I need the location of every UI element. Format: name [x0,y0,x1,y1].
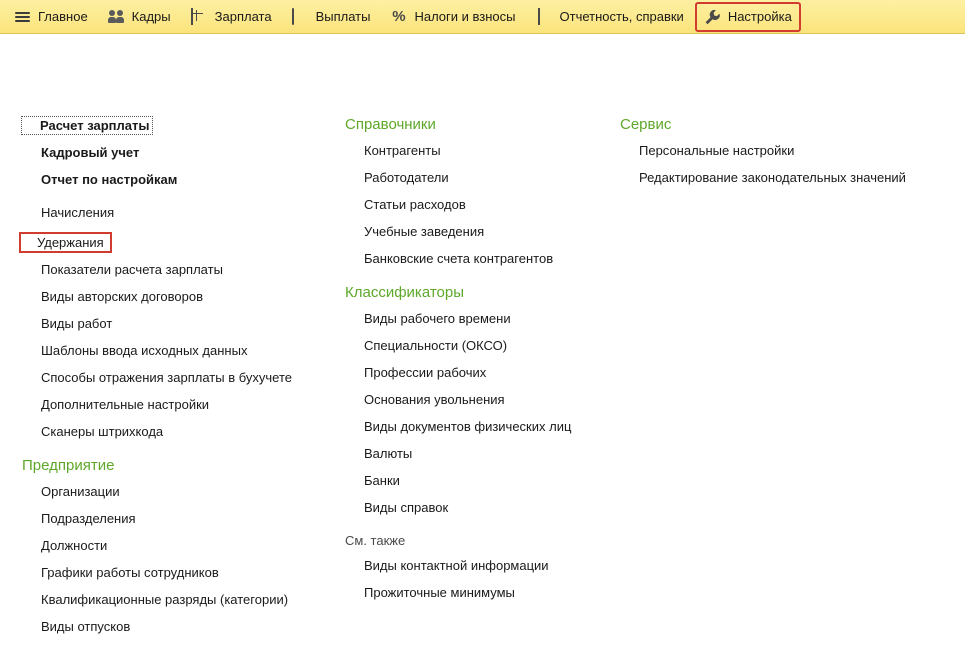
link-uchebnye-zavedeniya[interactable]: Учебные заведения [364,224,485,239]
group-title-servis: Сервис [620,116,672,133]
link-raschet-zarplaty[interactable]: Расчет зарплаты [21,116,153,135]
link-valyuty[interactable]: Валюты [364,446,413,461]
link-kadrovyy-uchet[interactable]: Кадровый учет [41,145,140,160]
link-grafiki-raboty-sotrudnikov[interactable]: Графики работы сотрудников [41,565,219,580]
menu-item-label: Зарплата [214,9,272,24]
link-dopolnitelnye-nastroyki[interactable]: Дополнительные настройки [41,397,210,412]
link-uderzhaniya[interactable]: Удержания [19,232,112,253]
group-sm-takzhe [345,533,610,600]
hamburger-icon [14,9,31,25]
menu-item-otchetnost[interactable] [527,4,693,30]
group-title-spravochniki: Справочники [345,116,436,133]
link-otchet-po-nastroykam[interactable]: Отчет по настройкам [41,172,178,187]
grid-icon [191,9,208,25]
group-title-sm-takzhe: См. также [345,533,406,548]
group-predpriyatie [22,457,332,634]
link-specialnosti-okso[interactable]: Специальности (ОКСО) [364,338,508,353]
link-professii-rabochih[interactable]: Профессии рабочих [364,365,487,380]
link-vidy-spravok[interactable]: Виды справок [364,500,449,515]
link-stati-rashodov[interactable]: Статьи расходов [364,197,466,212]
link-pokazateli-rascheta-zarplaty[interactable]: Показатели расчета зарплаты [41,262,223,277]
menu-item-kadry[interactable] [99,4,180,30]
link-vidy-avtorskih-dogovorov[interactable]: Виды авторских договоров [41,289,204,304]
main-menu-bar [0,0,965,34]
group-top-links [22,116,332,187]
group-title-klassifikatory: Классификаторы [345,284,465,301]
link-kvalifikacionnye-razryady[interactable]: Квалификационные разряды (категории) [41,592,289,607]
menu-item-label: Настройка [727,9,792,24]
link-vidy-rabochego-vremeni[interactable]: Виды рабочего времени [364,311,511,326]
menu-item-label: Главное [38,9,88,24]
link-dolzhnosti[interactable]: Должности [41,538,108,553]
link-vidy-rabot[interactable]: Виды работ [41,316,113,331]
column-right [620,116,950,197]
link-rabotodateli[interactable]: Работодатели [364,170,449,185]
link-personalnye-nastroyki[interactable]: Персональные настройки [639,143,795,158]
link-prozhitochnye-minimumy[interactable]: Прожиточные минимумы [364,585,515,600]
menu-item-glavnoe[interactable] [5,4,97,30]
link-osnovaniya-uvolneniya[interactable]: Основания увольнения [364,392,505,407]
link-vidy-kontaktnoy-informacii[interactable]: Виды контактной информации [364,558,549,573]
menu-item-label: Кадры [131,9,171,24]
column-left [22,116,332,646]
link-nachisleniya[interactable]: Начисления [41,205,115,220]
group-klassifikatory [345,284,610,515]
link-sposoby-otrazheniya-zarplaty[interactable]: Способы отражения зарплаты в бухучете [41,370,292,385]
group-spravochniki [345,116,610,266]
card-icon [292,9,309,25]
column-middle [345,116,610,612]
document-icon [536,9,553,25]
menu-item-zarplata[interactable] [182,4,281,30]
group-settings-links [22,205,332,439]
group-title-predpriyatie: Предприятие [22,457,115,474]
link-banki[interactable]: Банки [364,473,400,488]
wrench-icon [704,9,721,25]
link-bankovskie-scheta-kontragentov[interactable]: Банковские счета контрагентов [364,251,554,266]
link-organizacii[interactable]: Организации [41,484,120,499]
link-skanery-shtrihkoda[interactable]: Сканеры штрихкода [41,424,164,439]
menu-item-nalogi[interactable] [381,4,524,30]
people-icon [108,9,125,25]
menu-item-vyplaty[interactable] [283,4,380,30]
menu-item-nastroyka[interactable] [695,2,801,32]
link-podrazdeleniya[interactable]: Подразделения [41,511,136,526]
link-shablony-vvoda-ishodnyh-dannyh[interactable]: Шаблоны ввода исходных данных [41,343,248,358]
menu-item-label: Отчетность, справки [559,9,684,24]
link-kontragenty[interactable]: Контрагенты [364,143,441,158]
percent-icon: % [392,7,406,25]
link-vidy-otpuskov[interactable]: Виды отпусков [41,619,131,634]
menu-item-label: Налоги и взносы [414,9,516,24]
group-servis [620,116,950,185]
link-redaktirovanie-zakonodatelnyh-znacheniy[interactable]: Редактирование законодательных значений [639,170,906,185]
link-vidy-dokumentov-fizicheskih-lic[interactable]: Виды документов физических лиц [364,419,572,434]
menu-item-label: Выплаты [315,9,371,24]
